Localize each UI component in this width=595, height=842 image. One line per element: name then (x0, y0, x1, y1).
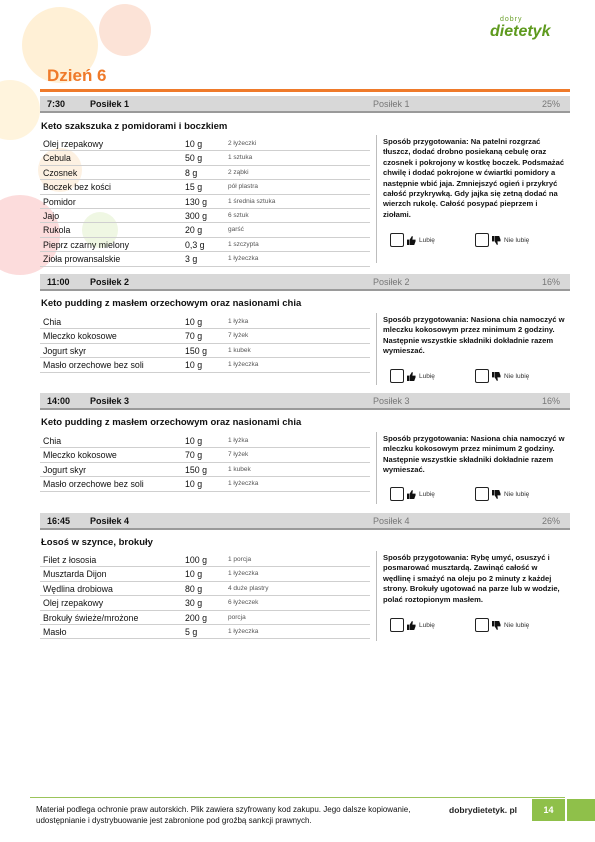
meal-title: Keto pudding z masłem orzechowym oraz nasionami chia (41, 298, 302, 309)
ingredient-unit: 7 łyżek (228, 451, 249, 459)
ingredient-row (40, 434, 370, 448)
ingredient-list (40, 434, 370, 492)
ingredient-name: Masło orzechowe bez soli (43, 360, 144, 371)
copyright-notice: Materiał podlega ochronie praw autorskich. Plik zawiera szyfrowany kod zakupu. Jego dalsze kopiowanie, udostępnianie i dystrybuowanie jest zabronione pod groźbą sankcji prawnych. (36, 805, 411, 825)
dislike-label: Nie lubię (504, 621, 530, 629)
ingredient-unit: 1 szczypta (228, 240, 259, 248)
meal-time: 16:45 (47, 516, 71, 526)
ingredient-row (40, 195, 370, 209)
meal-name: Posiłek 3 (90, 396, 130, 406)
ingredient-qty: 80 g (185, 583, 203, 594)
ingredient-row (40, 344, 370, 358)
meal-name-secondary: Posiłek 3 (373, 396, 410, 406)
thumbs-down-icon (492, 490, 501, 499)
meal-header (40, 96, 570, 113)
dislike-checkbox[interactable] (475, 618, 489, 632)
ingredient-name: Filet z łososia (43, 555, 97, 565)
ingredient-name: Jajo (43, 210, 60, 221)
thumbs-up-icon (407, 236, 416, 245)
ingredient-name: Brokuły świeże/mrożone (43, 612, 139, 623)
meal-name: Posiłek 4 (90, 516, 130, 526)
ingredient-unit: porcja (228, 613, 246, 621)
meal-name-secondary: Posiłek 1 (373, 99, 410, 109)
preparation-text (383, 553, 565, 605)
ingredient-name: Zioła prowansalskie (43, 254, 121, 265)
like-vote[interactable] (390, 369, 435, 383)
brand-logo (488, 16, 560, 48)
ingredient-name: Pieprz czarny mielony (43, 239, 130, 250)
ingredient-row (40, 625, 370, 639)
ingredient-qty: 0,3 g (185, 239, 205, 250)
like-label: Lubię (419, 621, 435, 629)
ingredient-qty: 10 g (185, 139, 203, 149)
ingredient-row (40, 209, 370, 223)
ingredient-row (40, 567, 370, 581)
ingredient-qty: 20 g (185, 225, 203, 236)
dislike-vote[interactable] (475, 369, 529, 383)
meal-time: 11:00 (47, 277, 70, 287)
meal-name-secondary: Posiłek 2 (373, 277, 410, 287)
like-checkbox[interactable] (390, 487, 404, 501)
meal-header (40, 274, 570, 291)
ingredient-unit: 1 kubek (228, 465, 251, 473)
preparation-label: Sposób przygotowania: (383, 553, 469, 562)
thumbs-down-icon (492, 236, 501, 245)
ingredient-qty: 10 g (185, 360, 203, 371)
meal-name-secondary: Posiłek 4 (373, 516, 410, 526)
ingredient-name: Jogurt skyr (43, 345, 87, 356)
ingredient-unit: 2 łyżeczki (228, 140, 257, 147)
meal-title: Keto pudding z masłem orzechowym oraz nasionami chia (41, 417, 302, 428)
ingredient-row (40, 477, 370, 491)
preparation-text (383, 434, 565, 476)
page-number-accent (567, 799, 595, 821)
ingredient-unit: 7 łyżek (228, 332, 249, 340)
preparation-body: Na patelni rozgrzać tłuszcz, dodać drobno posiekaną cebulę oraz czosnek i pokrojony w kostkę boczek. Podsmażać chwilę i dodać pokrojone w ćwiartki pomidory a następnie wbić jaja. Zmniejszyć ogień i przykryć całość przykrywką. Gdy jajka się zetną dodać na wierzch rukolę. Całość posypać pieprzem i ziołami. (383, 137, 565, 219)
day-title-underline (40, 89, 570, 92)
dislike-vote[interactable] (475, 618, 529, 632)
preparation-body: Nasiona chia namoczyć w mleczku kokosowym przez minimum 2 godziny. Następnie wszystkie składniki dokładnie razem wymieszać. (383, 434, 565, 475)
column-divider (376, 135, 377, 263)
ingredient-unit: 1 porcja (228, 556, 252, 563)
ingredient-unit: 1 łyżeczka (228, 627, 259, 635)
like-vote[interactable] (390, 487, 435, 501)
meal-percent: 26% (541, 516, 560, 526)
footer-divider (30, 797, 565, 798)
ingredient-name: Masło (43, 626, 67, 637)
ingredient-unit: 1 łyżka (228, 437, 249, 444)
meal-name: Posiłek 2 (90, 277, 130, 287)
logo-main-text: dietetyk (490, 23, 551, 40)
ingredient-qty: 10 g (185, 479, 203, 490)
meal-header (40, 393, 570, 410)
ingredient-list (40, 553, 370, 639)
dislike-checkbox[interactable] (475, 369, 489, 383)
like-label: Lubię (419, 372, 435, 380)
ingredient-row (40, 180, 370, 194)
ingredient-qty: 150 g (185, 464, 208, 475)
ingredient-row (40, 358, 370, 372)
ingredient-unit: 4 duże plastry (228, 584, 269, 592)
ingredient-name: Musztarda Dijon (43, 569, 107, 580)
ingredient-name: Olej rzepakowy (43, 139, 104, 149)
ingredient-row (40, 596, 370, 610)
ingredient-row (40, 151, 370, 165)
ingredient-name: Masło orzechowe bez soli (43, 479, 144, 490)
ingredient-row (40, 329, 370, 343)
column-divider (376, 551, 377, 641)
ingredient-qty: 150 g (185, 345, 208, 356)
like-vote[interactable] (390, 233, 435, 247)
meal-percent: 16% (541, 396, 560, 406)
ingredient-unit: garść (228, 226, 244, 234)
ingredient-unit: 1 sztuka (228, 154, 253, 162)
like-label: Lubię (419, 490, 435, 498)
ingredient-row (40, 238, 370, 252)
ingredient-qty: 130 g (185, 196, 208, 207)
thumbs-down-icon (492, 372, 501, 381)
ingredient-row (40, 223, 370, 237)
thumbs-up-icon (407, 372, 416, 381)
ingredient-row (40, 448, 370, 462)
ingredient-list (40, 137, 370, 267)
ingredient-unit: 1 łyżeczka (228, 361, 259, 369)
preparation-label: Sposób przygotowania: (383, 315, 469, 324)
ingredient-name: Czosnek (43, 167, 78, 178)
dislike-checkbox[interactable] (475, 487, 489, 501)
meal-title: Łosoś w szynce, brokuły (41, 537, 153, 548)
meal-percent: 16% (541, 277, 560, 287)
like-checkbox[interactable] (390, 369, 404, 383)
preparation-text (383, 315, 565, 357)
ingredient-qty: 15 g (185, 182, 203, 193)
thumbs-down-icon (492, 621, 501, 630)
ingredient-row (40, 611, 370, 625)
meal-time: 14:00 (47, 396, 71, 406)
preparation-text (383, 137, 565, 220)
ingredient-unit: pół plastra (228, 183, 258, 191)
ingredient-row (40, 582, 370, 596)
ingredient-qty: 70 g (185, 331, 203, 342)
preparation-body: Rybę umyć, osuszyć i posmarować musztardą. Zawinąć całość w wędlinę i smażyć na oleju po 2 minuty z każdej strony. Brokuły ugotować na parze lub w wodzie, polać roztopionym masłem. (383, 553, 560, 604)
dislike-label: Nie lubię (504, 490, 530, 498)
ingredient-unit: 1 kubek (228, 346, 251, 354)
logo-small-text: dobry (500, 16, 523, 23)
meal-name: Posiłek 1 (90, 99, 130, 109)
ingredient-row (40, 137, 370, 151)
ingredient-unit: 1 średnia sztuka (228, 197, 276, 205)
like-label: Lubię (419, 236, 435, 244)
ingredient-row (40, 315, 370, 329)
dislike-vote[interactable] (475, 487, 529, 501)
thumbs-up-icon (407, 490, 416, 499)
ingredient-qty: 100 g (185, 555, 208, 565)
ingredient-list (40, 315, 370, 373)
ingredient-qty: 8 g (185, 167, 198, 178)
ingredient-qty: 10 g (185, 569, 203, 580)
preparation-label: Sposób przygotowania: (383, 434, 469, 443)
ingredient-qty: 50 g (185, 153, 203, 164)
like-checkbox[interactable] (390, 618, 404, 632)
day-title: Dzień 6 (47, 66, 107, 85)
ingredient-row (40, 553, 370, 567)
footer-website[interactable]: dobrydietetyk. pl (449, 805, 518, 815)
ingredient-qty: 10 g (185, 436, 203, 446)
thumbs-up-icon (407, 621, 416, 630)
ingredient-unit: 6 sztuk (228, 211, 249, 219)
ingredient-name: Mleczko kokosowe (43, 331, 117, 342)
ingredient-qty: 70 g (185, 450, 203, 461)
ingredient-unit: 1 łyżeczka (228, 570, 259, 578)
ingredient-name: Cebula (43, 153, 71, 164)
ingredient-qty: 10 g (185, 317, 203, 327)
column-divider (376, 432, 377, 504)
ingredient-unit: 2 ząbki (228, 168, 249, 176)
column-divider (376, 313, 377, 385)
ingredient-row (40, 463, 370, 477)
preparation-label: Sposób przygotowania: (383, 137, 469, 146)
meal-percent: 25% (541, 99, 560, 109)
ingredient-row (40, 252, 370, 266)
ingredient-unit: 1 łyżka (228, 318, 249, 325)
ingredient-name: Chia (43, 436, 62, 446)
ingredient-unit: 1 łyżeczka (228, 480, 259, 488)
ingredient-name: Rukola (43, 225, 71, 236)
like-checkbox[interactable] (390, 233, 404, 247)
ingredient-name: Jogurt skyr (43, 464, 87, 475)
ingredient-row (40, 166, 370, 180)
dislike-label: Nie lubię (504, 236, 530, 244)
ingredient-unit: 6 łyżeczek (228, 599, 259, 607)
like-vote[interactable] (390, 618, 435, 632)
ingredient-qty: 30 g (185, 598, 203, 609)
ingredient-qty: 5 g (185, 626, 198, 637)
dislike-vote[interactable] (475, 233, 529, 247)
meal-title: Keto szakszuka z pomidorami i boczkiem (41, 121, 228, 132)
ingredient-qty: 300 g (185, 210, 208, 221)
ingredient-name: Pomidor (43, 196, 76, 207)
dislike-label: Nie lubię (504, 372, 530, 380)
dislike-checkbox[interactable] (475, 233, 489, 247)
ingredient-unit: 1 łyżeczka (228, 255, 259, 263)
page-number: 14 (532, 799, 565, 821)
ingredient-name: Wędlina drobiowa (43, 583, 113, 594)
meal-header (40, 513, 570, 530)
ingredient-name: Olej rzepakowy (43, 598, 104, 609)
ingredient-qty: 3 g (185, 254, 198, 265)
ingredient-name: Chia (43, 317, 62, 327)
meal-time: 7:30 (47, 99, 66, 109)
ingredient-qty: 200 g (185, 612, 208, 623)
ingredient-name: Boczek bez kości (43, 182, 111, 193)
preparation-body: Nasiona chia namoczyć w mleczku kokosowym przez minimum 2 godziny. Następnie wszystkie składniki dokładnie razem wymieszać. (383, 315, 565, 356)
ingredient-name: Mleczko kokosowe (43, 450, 117, 461)
